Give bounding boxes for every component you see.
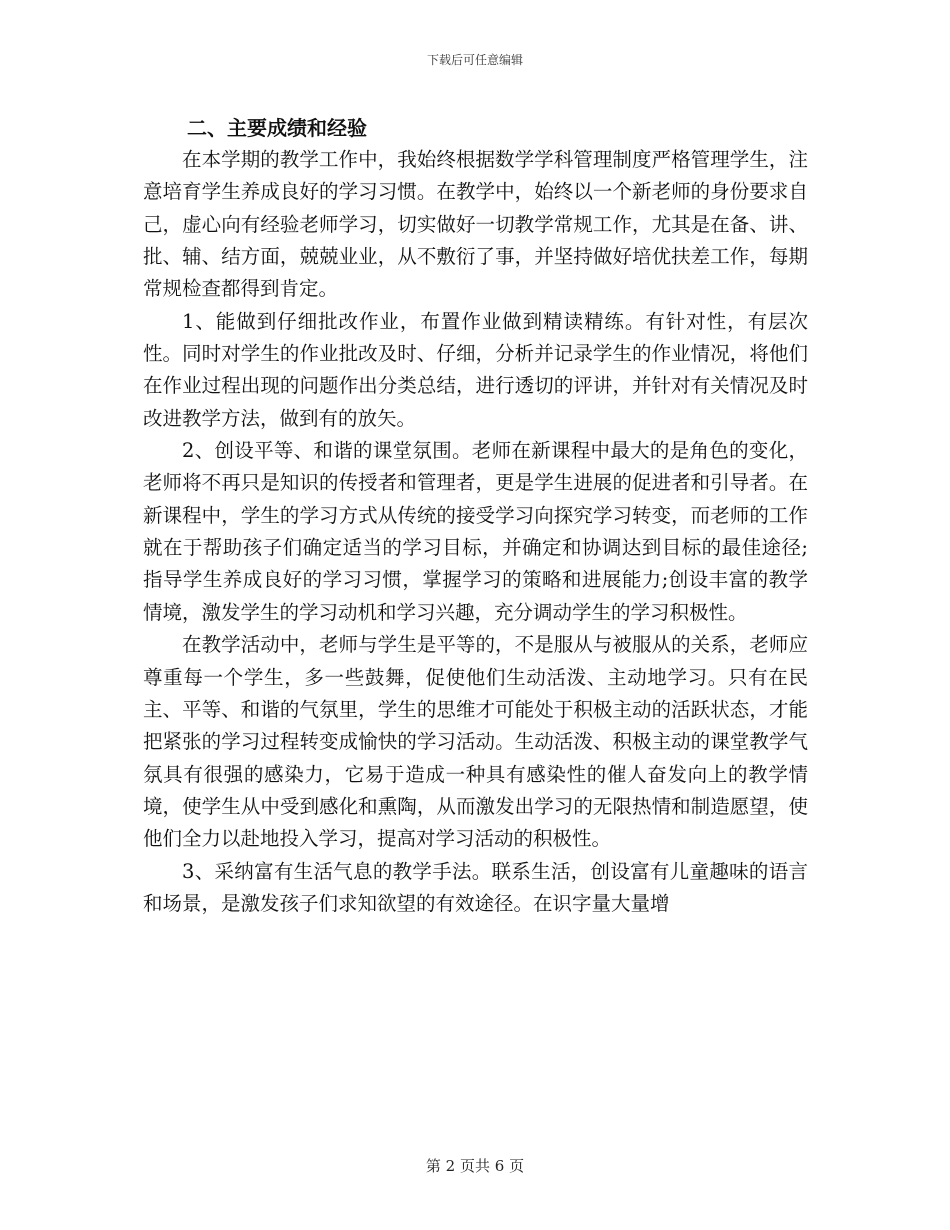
paragraph-point-2: 2、创设平等、和谐的课堂氛围。老师在新课程中最大的是角色的变化，老师将不再只是知识的传授者和管理者，更是学生进展的促进者和引导者。在新课程中，学生的学习方式从传统的接受学习向探究学习转变，而老师的工作就在于帮助孩子们确定适当的学习目标，并确定和协调达到目标的最佳途径;指导学生养成良好的学习习惯，掌握学习的策略和进展能力;创设丰富的教学情境，激发学生的学习动机和学习兴趣，充分调动学生的学习积极性。 xyxy=(143,439,808,624)
page-number-footer: 第 2 页共 6 页 xyxy=(425,1157,525,1175)
document-body xyxy=(143,112,808,920)
paragraph-intro: 在本学期的教学工作中，我始终根据数学学科管理制度严格管理学生，注意培育学生养成良好的学习习惯。在教学中，始终以一个新老师的身份要求自己，虚心向有经验老师学习，切实做好一切教学常规工作，尤其是在备、讲、批、辅、结方面，兢兢业业，从不敷衍了事，并坚持做好培优扶差工作，每期常规检查都得到肯定。 xyxy=(143,148,808,301)
paragraph-point-3: 3、采纳富有生活气息的教学手法。联系生活，创设富有儿童趣味的语言和场景，是激发孩子们求知欲望的有效途径。在识字量大量增 xyxy=(143,859,808,915)
paragraph-point-1: 1、能做到仔细批改作业，布置作业做到精读精练。有针对性，有层次性。同时对学生的作业批改及时、仔细，分析并记录学生的作业情况，将他们在作业过程出现的问题作出分类总结，进行透切的评讲，并针对有关情况及时改进教学方法，做到有的放矢。 xyxy=(143,309,808,430)
paragraph-classroom-activity: 在教学活动中，老师与学生是平等的，不是服从与被服从的关系，老师应尊重每一个学生，多一些鼓舞，促使他们生动活泼、主动地学习。只有在民主、平等、和谐的气氛里，学生的思维才可能处于积极主动的活跃状态，才能把紧张的学习过程转变成愉快的学习活动。生动活泼、积极主动的课堂教学气氛具有很强的感染力，它易于造成一种具有感染性的催人奋发向上的教学情境，使学生从中受到感化和熏陶，从而激发出学习的无限热情和制造愿望，使他们全力以赴地投入学习，提高对学习活动的积极性。 xyxy=(143,633,808,851)
section-heading: 二、主要成绩和经验 xyxy=(187,116,367,140)
page-header: 下载后可任意编辑 xyxy=(426,53,523,67)
